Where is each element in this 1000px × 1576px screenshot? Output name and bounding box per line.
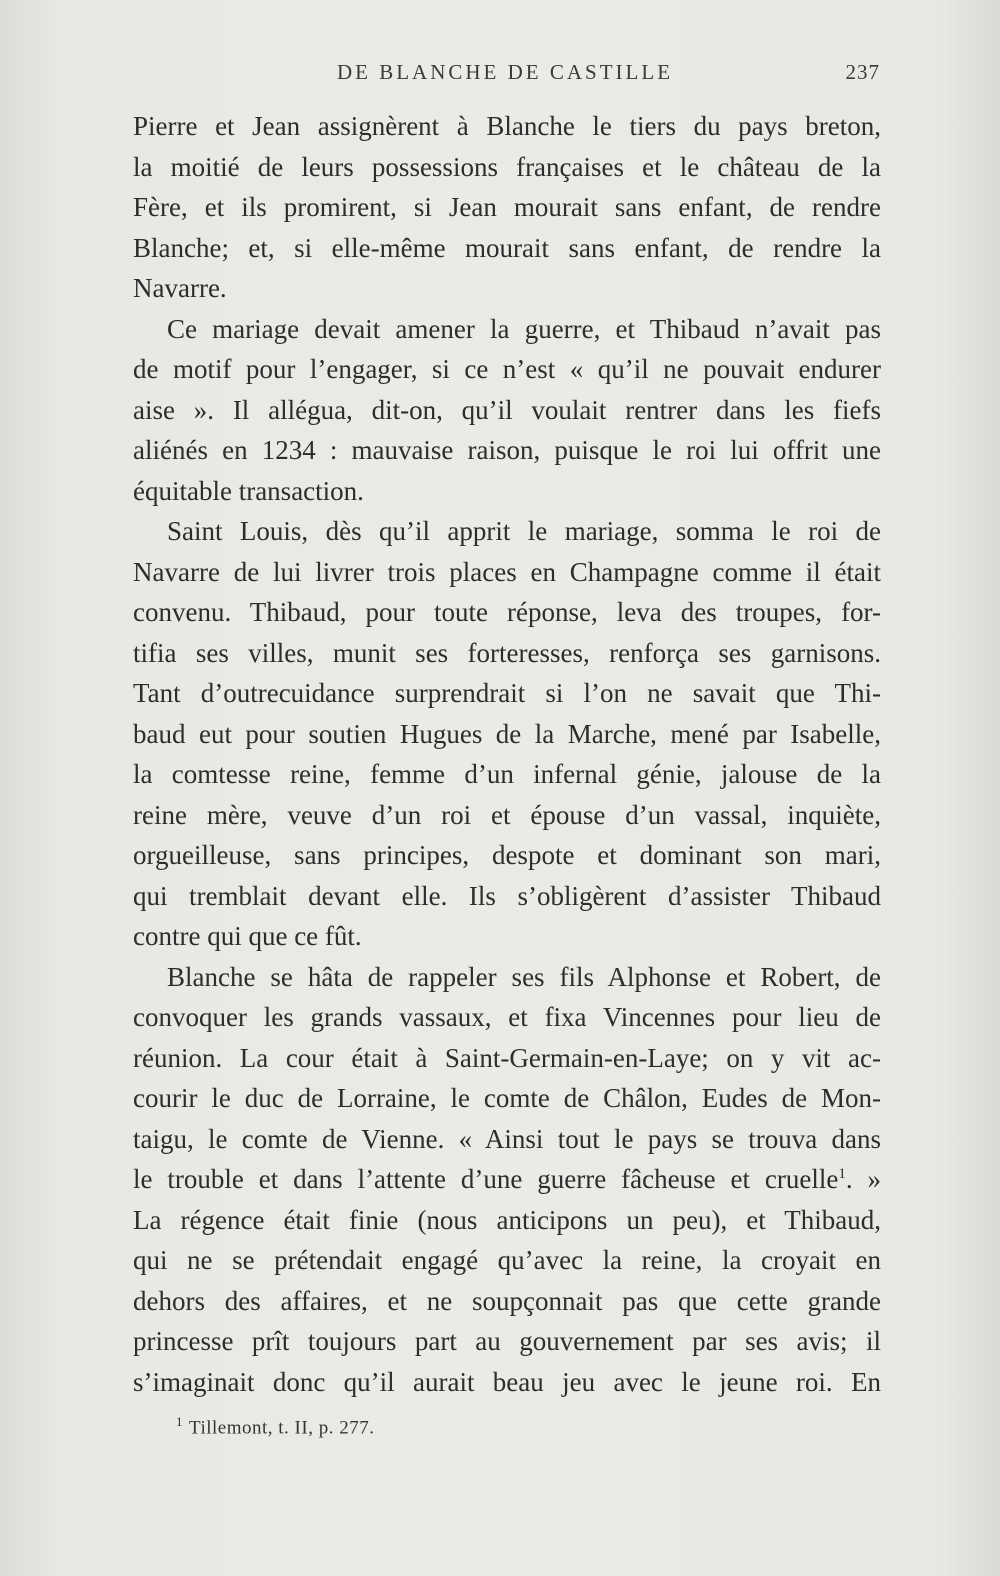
closing-quote: . »: [845, 1164, 881, 1194]
text-line: reine mère, veuve d’un roi et épouse d’un vassal, inquiète,: [133, 799, 881, 830]
running-head: [130, 60, 880, 94]
text-line: tifia ses villes, munit ses forteresses, renforça ses garnisons.: [133, 637, 881, 668]
text-line: Fère, et ils promirent, si Jean mourait sans enfant, de rendre: [133, 192, 881, 222]
text-line: taigu, le comte de Vienne. « Ainsi tout le pays se trouva dans: [133, 1123, 881, 1154]
text-line: princesse prît toujours part au gouvernement par ses avis; il: [133, 1326, 881, 1356]
body-text: [133, 106, 881, 1402]
text-line: orgueilleuse, sans principes, despote et dominant son mari,: [133, 840, 881, 870]
text-line: dehors des affaires, et ne soupçonnait pas que cette grande: [133, 1285, 881, 1316]
text-line: courir le duc de Lorraine, le comte de Châlon, Eudes de Mon-: [133, 1083, 881, 1113]
text-line: qui tremblait devant elle. Ils s’obligèrent d’assister Thibaud: [133, 880, 881, 911]
running-title: DE BLANCHE DE CASTILLE: [336, 60, 674, 84]
text-line: Saint Louis, dès qu’il apprit le mariage, somma le roi de: [167, 516, 881, 546]
page-number: 237: [845, 60, 880, 84]
text-line-fragment: le trouble et dans l’attente d’une guerre fâcheuse et cruelle: [133, 1164, 839, 1194]
text-line: de motif pour l’engager, si ce n’est « qu’il ne pouvait endurer: [133, 354, 881, 384]
footnote: [176, 1414, 374, 1439]
text-line: la comtesse reine, femme d’un infernal génie, jalouse de la: [133, 759, 881, 789]
text-line: Blanche; et, si elle-même mourait sans enfant, de rendre la: [133, 232, 881, 263]
text-line: la moitié de leurs possessions françaises et le château de la: [133, 151, 881, 182]
text-line-with-footnote: [133, 1159, 881, 1200]
text-line: contre qui que ce fût.: [133, 921, 362, 951]
footnote-text: Tillemont, t. II, p. 277.: [189, 1417, 375, 1439]
text-line: convoquer les grands vassaux, et fixa Vincennes pour lieu de: [133, 1002, 881, 1032]
text-line: Ce mariage devait amener la guerre, et Thibaud n’avait pas: [167, 313, 881, 344]
text-line: Tant d’outrecuidance surprendrait si l’on ne savait que Thi-: [133, 678, 881, 708]
text-line: Navarre.: [133, 273, 227, 303]
text-line: baud eut pour soutien Hugues de la Marche, mené par Isabelle,: [133, 718, 881, 749]
text-line: Pierre et Jean assignèrent à Blanche le tiers du pays breton,: [133, 111, 881, 141]
text-line: La régence était finie (nous anticipons un peu), et Thibaud,: [133, 1204, 881, 1235]
text-line: Blanche se hâta de rappeler ses fils Alphonse et Robert, de: [167, 961, 881, 992]
text-line: réunion. La cour était à Saint-Germain-en-Laye; on y vit ac-: [133, 1042, 881, 1073]
text-line: aliénés en 1234 : mauvaise raison, puisque le roi lui offrit une: [133, 435, 881, 465]
text-line: qui ne se prétendait engagé qu’avec la reine, la croyait en: [133, 1245, 881, 1275]
text-line: équitable transaction.: [133, 475, 364, 506]
text-line: convenu. Thibaud, pour toute réponse, leva des troupes, for-: [133, 597, 881, 627]
footnote-reference: 1: [838, 1166, 846, 1182]
footnote-number: 1: [176, 1414, 183, 1429]
text-line: s’imaginait donc qu’il aurait beau jeu avec le jeune roi. En: [133, 1366, 881, 1397]
text-line: Navarre de lui livrer trois places en Champagne comme il était: [133, 556, 881, 587]
text-line: aise ». Il allégua, dit-on, qu’il voulait rentrer dans les fiefs: [133, 394, 881, 425]
